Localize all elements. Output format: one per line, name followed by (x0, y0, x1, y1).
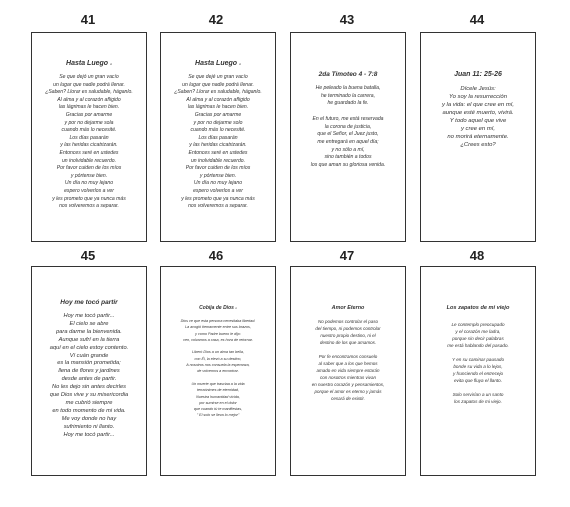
card-43[interactable] (290, 32, 406, 242)
card-44[interactable] (420, 32, 536, 242)
card-48[interactable] (420, 266, 536, 476)
card-number-45: 45 (80, 248, 96, 263)
card-number-41: 41 (80, 12, 96, 27)
card-42-body: Se que dejé un gran vacío un lugar que nadie podrá llenar. ¿Saben? Llorar es saludable, háganlo. Al alma y al corazón afligido las lágrimas le hacen bien. Gracias por amarme y por no dejarme solo cuando más lo necesité. Los días pasarán y las heridas cicatrizarán. Entonces seré en ustedes un inolvidable recuerdo. Por favor cuiden de los míos y pórtense bien. Un día no muy lejano espero volverlos a ver y les prometo que ya nunca más nos volveremos a separar. (174, 74, 262, 210)
card-42[interactable] (160, 32, 276, 242)
card-number-44: 44 (469, 12, 485, 27)
card-number-43: 43 (339, 12, 355, 27)
card-48-title: Los zapatos de mi viejo (446, 305, 510, 311)
card-44-body: Dícele Jesús: Yo soy la resurrección y la vida: el que cree en mí, aunque esté muerto, vivirá. Y todo aquel que vive y cree en mí, no morirá eternamente. ¿Crees esto? (441, 86, 515, 148)
card-47[interactable] (290, 266, 406, 476)
card-46[interactable] (160, 266, 276, 476)
card-number-47: 47 (339, 248, 355, 263)
card-41-title: Hasta Luego ₂ (66, 60, 112, 67)
card-43-title: 2da Timoteo 4 - 7:8 (318, 71, 378, 78)
card-43-body: He peleado la buena batalla, he terminado la carrera, he guardado la fe. En el futuro, me está reservada la corona de justicia, que el Señor, el Juez justo, me entregará en aquel día; y no sólo a mí, sino también a todos los que aman su gloriosa venida. (310, 85, 386, 169)
card-46-title: Cobija de Dios ₂ (199, 305, 237, 311)
card-47-body: No podemos controlar el paso del tiempo, ni podemos controlar nuestro propio destino, ni el destino de los que amamos. Por fe encontramos consuelo al saber que a los que hemos amado en vida siempre estarán con nosotros mientras vivan en nuestro corazón y pensamientos, porque el amor es eterno y jamás cesará de existir. (311, 319, 385, 401)
card-45[interactable] (31, 266, 147, 476)
card-number-42: 42 (208, 12, 224, 27)
card-number-46: 46 (208, 248, 224, 263)
card-48-body: Le contemplo preocupado y el corazón me ladra, porque sin decir palabras me está hablando del pasado. Y en su caminar pausado bonde su vida a lo lejos, y frunciendo el entrecejo evita que fluya el llanto. Solo servirían a un santo los zapatos de mi viejo. (447, 322, 509, 404)
card-44-title: Juan 11: 25-26 (454, 71, 502, 78)
card-42-title: Hasta Luego ₂ (195, 60, 241, 67)
card-41[interactable] (31, 32, 147, 242)
card-45-title: Hoy me tocó partir (60, 299, 118, 306)
card-41-body: Se que dejó un gran vacío un lugar que nadie podrá llenar. ¿Saben? Llorar es saludable, háganlo. Al alma y al corazón afligido las lágrimas le hacen bien. Gracias por amarme y por no dejarme sola cuando más lo necesité. Los días pasarán y las heridas cicatrizarán. Entonces seré en ustedes un inolvidable recuerdo. Por favor cuiden de los míos y pórtense bien. Un día no muy lejano espero volverlos a ver y les prometo que ya nunca más nos volveremos a separar. (45, 74, 133, 210)
card-number-48: 48 (469, 248, 485, 263)
card-45-body: Hoy me tocó partir... El cielo se abre para darme la bienvenida. Aunque sufrí en la tierra aquí en el cielo estoy contento. Ví cuán grande es la mansión prometida; llena de flores y jardines desde antes de partir. No les dejo sin antes decirles que Dios vive y su misericordia me cubrió siempre en todo momento de mi vida. Me voy donde no hay sufrimiento ni llanto. Hoy me tocó partir... (49, 313, 129, 438)
card-47-title: Amor Eterno (331, 305, 365, 311)
card-46-body: Dios ve que esta persona necesitaba libertad. La acogió tiernamente entre sus brazos, y como Padre bueno le dijo: ven, volvamos a casa, es hora de retornar. Liberó Dios a un alma tan bella, con Él, la elevó a su destino, A nosotros nos consuela la esperanza, de volvernos a encontrar. Un muerte que trasciaa a la vida terraónimes de eternidad, Nuestra humanidad vivida, por sumirse en el dolor que cuando tú te manifiestas, " El solo se lleva lo mejor" (180, 319, 256, 418)
